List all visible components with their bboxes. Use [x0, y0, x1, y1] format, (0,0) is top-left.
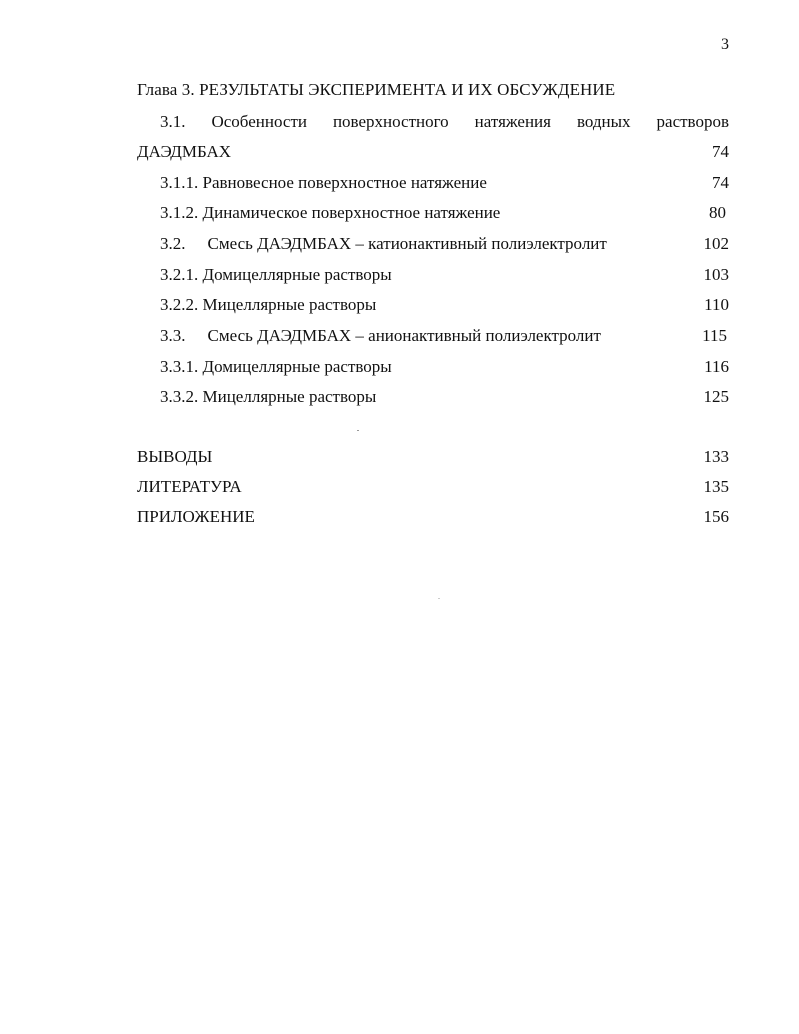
toc-3-1-continuation-label: ДАЭДМБАХ — [137, 142, 232, 161]
toc-entry-label-group — [160, 234, 607, 254]
toc-entry-3-1-2[interactable] — [0, 203, 799, 227]
toc-page-number: 133 — [703, 447, 729, 466]
toc-entry-label: Смесь ДАЭДМБАХ – анионактивный полиэлектролит — [207, 326, 601, 345]
toc-entry-literature[interactable] — [0, 477, 799, 501]
toc-entry-conclusions[interactable] — [0, 447, 799, 471]
toc-entry-number: 3.3. — [160, 326, 186, 345]
toc-entry-3-1[interactable] — [0, 112, 799, 136]
toc-3-1-word: водных — [576, 112, 631, 131]
toc-entry-label: ПРИЛОЖЕНИЕ — [137, 507, 255, 526]
toc-page-number: 74 — [712, 142, 729, 161]
toc-entry-label: ВЫВОДЫ — [137, 447, 213, 466]
toc-page-number: 116 — [704, 357, 729, 376]
toc-entry-3-1-continuation[interactable] — [0, 142, 799, 166]
toc-entry-label: ЛИТЕРАТУРА — [137, 477, 242, 496]
toc-entry-3-2-2[interactable] — [0, 295, 799, 319]
toc-entry-label: 3.3.2. Мицеллярные растворы — [160, 387, 377, 406]
toc-entry-label-group — [160, 326, 601, 346]
toc-3-1-word: натяжения — [474, 112, 551, 131]
toc-entry-3-2-1[interactable] — [0, 265, 799, 289]
toc-entry-label: 3.2.1. Домицеллярные растворы — [160, 265, 392, 284]
toc-entry-number: 3.2. — [160, 234, 186, 253]
toc-entry-label: 3.1.2. Динамическое поверхностное натяжение — [160, 203, 501, 222]
page-number: 3 — [721, 36, 729, 53]
toc-page-number: 135 — [703, 477, 729, 496]
toc-page-number: 103 — [703, 265, 729, 284]
toc-page-number: 102 — [703, 234, 729, 253]
toc-page-number: 74 — [712, 173, 729, 192]
toc-page-number: 125 — [703, 387, 729, 406]
toc-entry-3-1-1[interactable] — [0, 173, 799, 197]
toc-3-1-word: растворов — [656, 112, 729, 131]
toc-page-number: 156 — [703, 507, 729, 526]
toc-3-1-word: 3.1. — [160, 112, 186, 131]
toc-entry-3-3-1[interactable] — [0, 357, 799, 381]
scan-speck — [438, 598, 440, 599]
toc-entry-3-2[interactable] — [0, 234, 799, 258]
toc-entry-label: Смесь ДАЭДМБАХ – катионактивный полиэлектролит — [207, 234, 607, 253]
toc-entry-label: 3.1.1. Равновесное поверхностное натяжение — [160, 173, 487, 192]
toc-3-1-word: поверхностного — [332, 112, 449, 131]
toc-entry-label: 3.2.2. Мицеллярные растворы — [160, 295, 377, 314]
toc-entry-3-3-2[interactable] — [0, 387, 799, 411]
chapter-title: Глава 3. РЕЗУЛЬТАТЫ ЭКСПЕРИМЕНТА И ИХ ОБСУЖДЕНИЕ — [137, 80, 616, 99]
toc-page-number: 80 — [709, 203, 726, 222]
toc-page-number: 110 — [704, 295, 729, 314]
toc-page-number: 115 — [702, 326, 727, 345]
scan-speck — [357, 430, 359, 431]
toc-entry-label: 3.3.1. Домицеллярные растворы — [160, 357, 392, 376]
toc-entry-3-3[interactable] — [0, 326, 799, 350]
toc-entry-appendix[interactable] — [0, 507, 799, 531]
toc-3-1-word: Особенности — [211, 112, 307, 131]
